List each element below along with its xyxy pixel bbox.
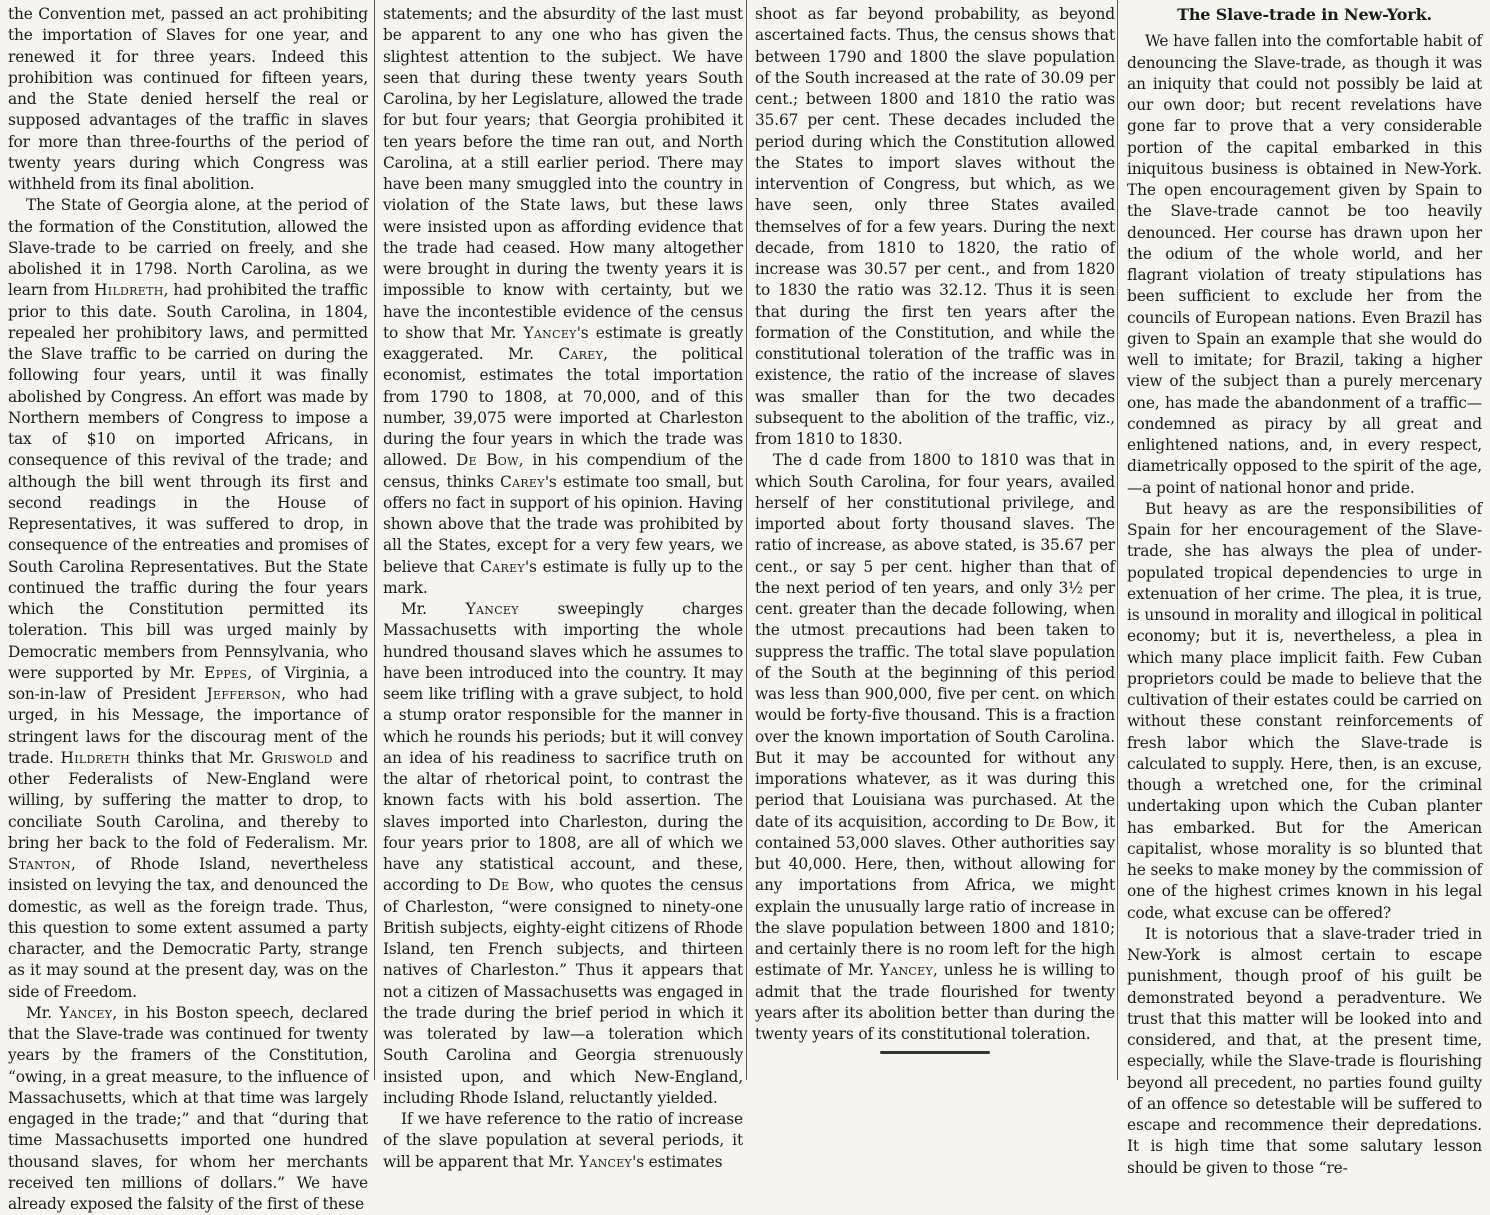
- name-yancey: Yancey: [465, 600, 519, 618]
- article-end-divider: [880, 1051, 990, 1054]
- name-stanton: Stanton: [8, 855, 71, 873]
- column-rule: [374, 0, 375, 1080]
- column-rule: [746, 0, 747, 1080]
- paragraph: the Convention met, passed an act prohibiting the importation of Slaves for one year, and renewed it for three years. Indeed this prohibition was continued for fifteen years, and the State denied herself the real or supposed advantages of the traffic in slaves for more than three-fourths of the period of twenty years during which Congress was withheld from its final abolition.: [8, 5, 368, 193]
- name-yancey: Yancey: [578, 1152, 633, 1171]
- name-hildreth: Hildreth: [94, 281, 164, 300]
- paragraph: The State of Georgia alone, at the period of the formation of the Constitution, allowed the Slave-trade to be carried on freely, and she abolished it in 1798. North Carolina, as we learn from Hildreth, had prohibited the traffic prior to this date. South Carolina, in 1804, repealed her prohibitory laws, and permitted the Slave traffic to be carried on during the following four years, until it was finally abolished by Congress. An effort was made by Northern members of Congress to impose a tax of $10 on imported Africans, in consequence of this revival of the trade; and although the bill went through its first and second readings in the House of Representatives, it was suffered to drop, in consequence of the entreaties and promises of South Carolina Representatives. But the State continued the traffic during the four years which the Constitution permitted its toleration. This bill was urged mainly by Democratic members from Pennsylvania, who were supported by Mr. Eppes, of Virginia, a son-in-law of President Jefferson, who had urged, in his Message, the importance of stringent laws for the discourag ment of the trade. Hildreth thinks that Mr. Griswold and other Federalists of New-England were willing, by suffering the matter to drop, to conciliate South Carolina, and thereby to bring her back to the fold of Federalism. Mr. Stanton, of Rhode Island, nevertheless insisted on levying the tax, and denounced the domestic, as well as the foreign trade. Thus, this question to some extent assumed a party character, and the Democratic Party, strange as it may sound at the present day, was on the side of Freedom.: [8, 196, 369, 1001]
- name-debow: De Bow: [455, 451, 519, 470]
- paragraph: We have fallen into the comfortable habit of denouncing the Slave-trade, as though it was an iniquity that could not possibly be laid at our own door; but recent revelations have gone far to prove that a very considerable portion of the capital embarked in this iniquitous business is obtained in New-York. The open encouragement given by Spain to the Slave-trade cannot be too heavily denounced. Her course has drawn upon her the odium of the whole world, and her flagrant violation of treaty stipulations has been sufficient to exclude her from the councils of European nations. Even Brazil has given to Spain an example that she would do well to imitate; for Brazil, taking a higher view of the subject than a purely mercenary one, has made the abandonment of a traffic—condemned as piracy by all great and enlightened nations, and, in every respect, diametrically opposed to the spirit of the age,—a point of national honor and pride.: [1127, 32, 1482, 497]
- paragraph: Mr. Yancey sweepingly charges Massachusetts with importing the whole hundred thousand slaves which he assumes to have been introduced into the country. It may seem like trifling with a grave subject, to hold a stump orator responsible for the manner in which he rounds his periods; but it will convey an idea of his readiness to sacrifice truth on the altar of rhetorical point, to contrast the known facts with his bold assertion. The slaves imported into Charleston, during the four years prior to 1808, are all of which we have any statistical account, and these, according to De Bow, who quotes the census of Charleston, “were consigned to ninety-one British subjects, eighty-eight citizens of Rhode Island, ten French subjects, and thirteen natives of Charleston.” Thus it appears that not a citizen of Massachusetts was engaged in the trade during the brief period in which it was tolerated by law—a toleration which South Carolina and Georgia strenuously insisted upon, and which New-England, including Rhode Island, reluctantly yielded.: [383, 600, 743, 1107]
- name-yancey: Yancey: [879, 961, 934, 980]
- name-jefferson: Jefferson: [206, 685, 282, 703]
- name-carey: Carey: [558, 345, 604, 363]
- name-eppes: Eppes: [204, 663, 248, 682]
- column-1: [8, 4, 369, 1213]
- name-griswold: Griswold: [261, 748, 333, 767]
- name-carey: Carey: [500, 472, 545, 491]
- column-4: [1127, 4, 1482, 1177]
- paragraph: shoot as far beyond probability, as beyond ascertained facts. Thus, the census shows that between 1790 and 1800 the slave population of the South increased at the rate of 30.09 per cent.; between 1800 and 1810 the ratio was 35.67 per cent. These decades included the period during which the Constitution allowed the States to import slaves without the intervention of Congress, but which, as we have seen, only three States availed themselves of for a few years. During the next decade, from 1810 to 1820, the ratio of increase was 30.57 per cent., and from 1820 to 1830 the ratio was 32.12. Thus it is seen that during the first ten years after the formation of the Constitution, and while the constitutional toleration of the traffic was in existence, the ratio of the increase of slaves was smaller than for the two decades subsequent to the abolition of the traffic, viz., from 1810 to 1830.: [755, 5, 1115, 448]
- column-3: [755, 4, 1115, 1076]
- column-rule: [1117, 0, 1118, 1080]
- name-hildreth: Hildreth: [60, 748, 131, 767]
- paragraph: The d cade from 1800 to 1810 was that in which South Carolina, for four years, availed herself of her constitutional privilege, and imported about forty thousand slaves. The ratio of increase, as above stated, is 35.67 per cent., or say 5 per cent. higher than that of the next period of ten years, and only 3½ per cent. greater than the decade following, when the utmost precautions had been taken to suppress the traffic. The total slave population of the South at the beginning of this period was less than 900,000, five per cent. on which would be forty-five thousand. This is a fraction over the known importation of South Carolina. But it may be accounted for without any imporations whatever, as it was during this period that Louisiana was purchased. At the date of its acquisition, according to De Bow, it contained 53,000 slaves. Other authorities say but 40,000. Here, then, without allowing for any importations from Africa, we might explain the unusually large ratio of increase in the slave population between 1800 and 1810; and certainly there is no room left for the high estimate of Mr. Yancey, unless he is willing to admit that the trade flourished for twenty years after its abolition better than during the twenty years of its constitutional toleration.: [755, 451, 1116, 1043]
- name-debow: De Bow: [1034, 812, 1095, 831]
- paragraph: But heavy as are the responsibilities of Spain for her encouragement of the Slave-trade, she has always the plea of under-populated tropical dependencies to urge in extenuation of her crime. The plea, it is true, is unsound in morality and illogical in political economy; but it is, nevertheless, a plea in which many place implicit faith. Few Cuban proprietors could be made to believe that the cultivation of their estates could be carried on without these constant reinforcements of fresh labor which the Slave-trade is calculated to supply. Here, then, is an excuse, though a wretched one, for the criminal undertaking upon which the Cuban planter has embarked. But for the American capitalist, whose morality is so blunted that he seeks to make money by the commission of one of the highest crimes known in his legal code, what excuse can be offered?: [1127, 499, 1482, 922]
- name-debow: De Bow: [488, 876, 550, 895]
- article-headline: The Slave-trade in New-York.: [1177, 5, 1432, 24]
- paragraph: statements; and the absurdity of the last must be apparent to any one who has given the slightest attention to the subject. We have seen that during these twenty years South Carolina, by her Legislature, allowed the trade for but four years; that Georgia prohibited it ten years before the time ran out, and North Carolina, at a still earlier period. There may have been many smuggled into the country in violation of the State laws, but these laws were insisted upon as affording evidence that the trade had ceased. How many altogether were brought in during the twenty years it is impossible to know with certainty, but we have the incontestible evidence of the census to show that Mr. Yancey's estimate is greatly exaggerated. Mr. Carey, the political economist, estimates the total importation from 1790 to 1808, at 70,000, and of this number, 39,075 were imported at Charleston during the four years in which the trade was allowed. De Bow, in his compendium of the census, thinks Carey's estimate too small, but offers no fact in support of his opinion. Having shown above that the trade was prohibited by all the States, except for a very few years, we believe that Carey's estimate is fully up to the mark.: [383, 5, 744, 597]
- name-carey: Carey: [480, 557, 525, 576]
- name-yancey: Yancey: [59, 1003, 113, 1022]
- column-2: [383, 4, 744, 1171]
- paragraph: It is notorious that a slave-trader tried in New-York is almost certain to escape punishment, though proof of his guilt be demonstrated beyond a peradventure. We trust that this matter will be looked into and considered, and that, at the present time, especially, while the Slave-trade is flourishing beyond all precedent, no parties found guilty of an offence so detestable will be suffered to escape and recommence their depredations. It is high time that some salutary lesson should be given to those “re-: [1127, 924, 1482, 1177]
- paragraph: If we have reference to the ratio of increase of the slave population at several periods, it will be apparent that Mr. Yancey's estimates: [383, 1110, 743, 1171]
- paragraph: Mr. Yancey, in his Boston speech, declared that the Slave-trade was continued for twenty years by the framers of the Constitution, “owing, in a great measure, to the influence of Massachusetts, which at that time was largely engaged in the trade;” and that “during that time Massachusetts imported one hundred thousand slaves, for whom her merchants received ten millions of dollars.” We have already exposed the falsity of the first of these: [8, 1003, 368, 1213]
- name-yancey: Yancey: [523, 323, 577, 342]
